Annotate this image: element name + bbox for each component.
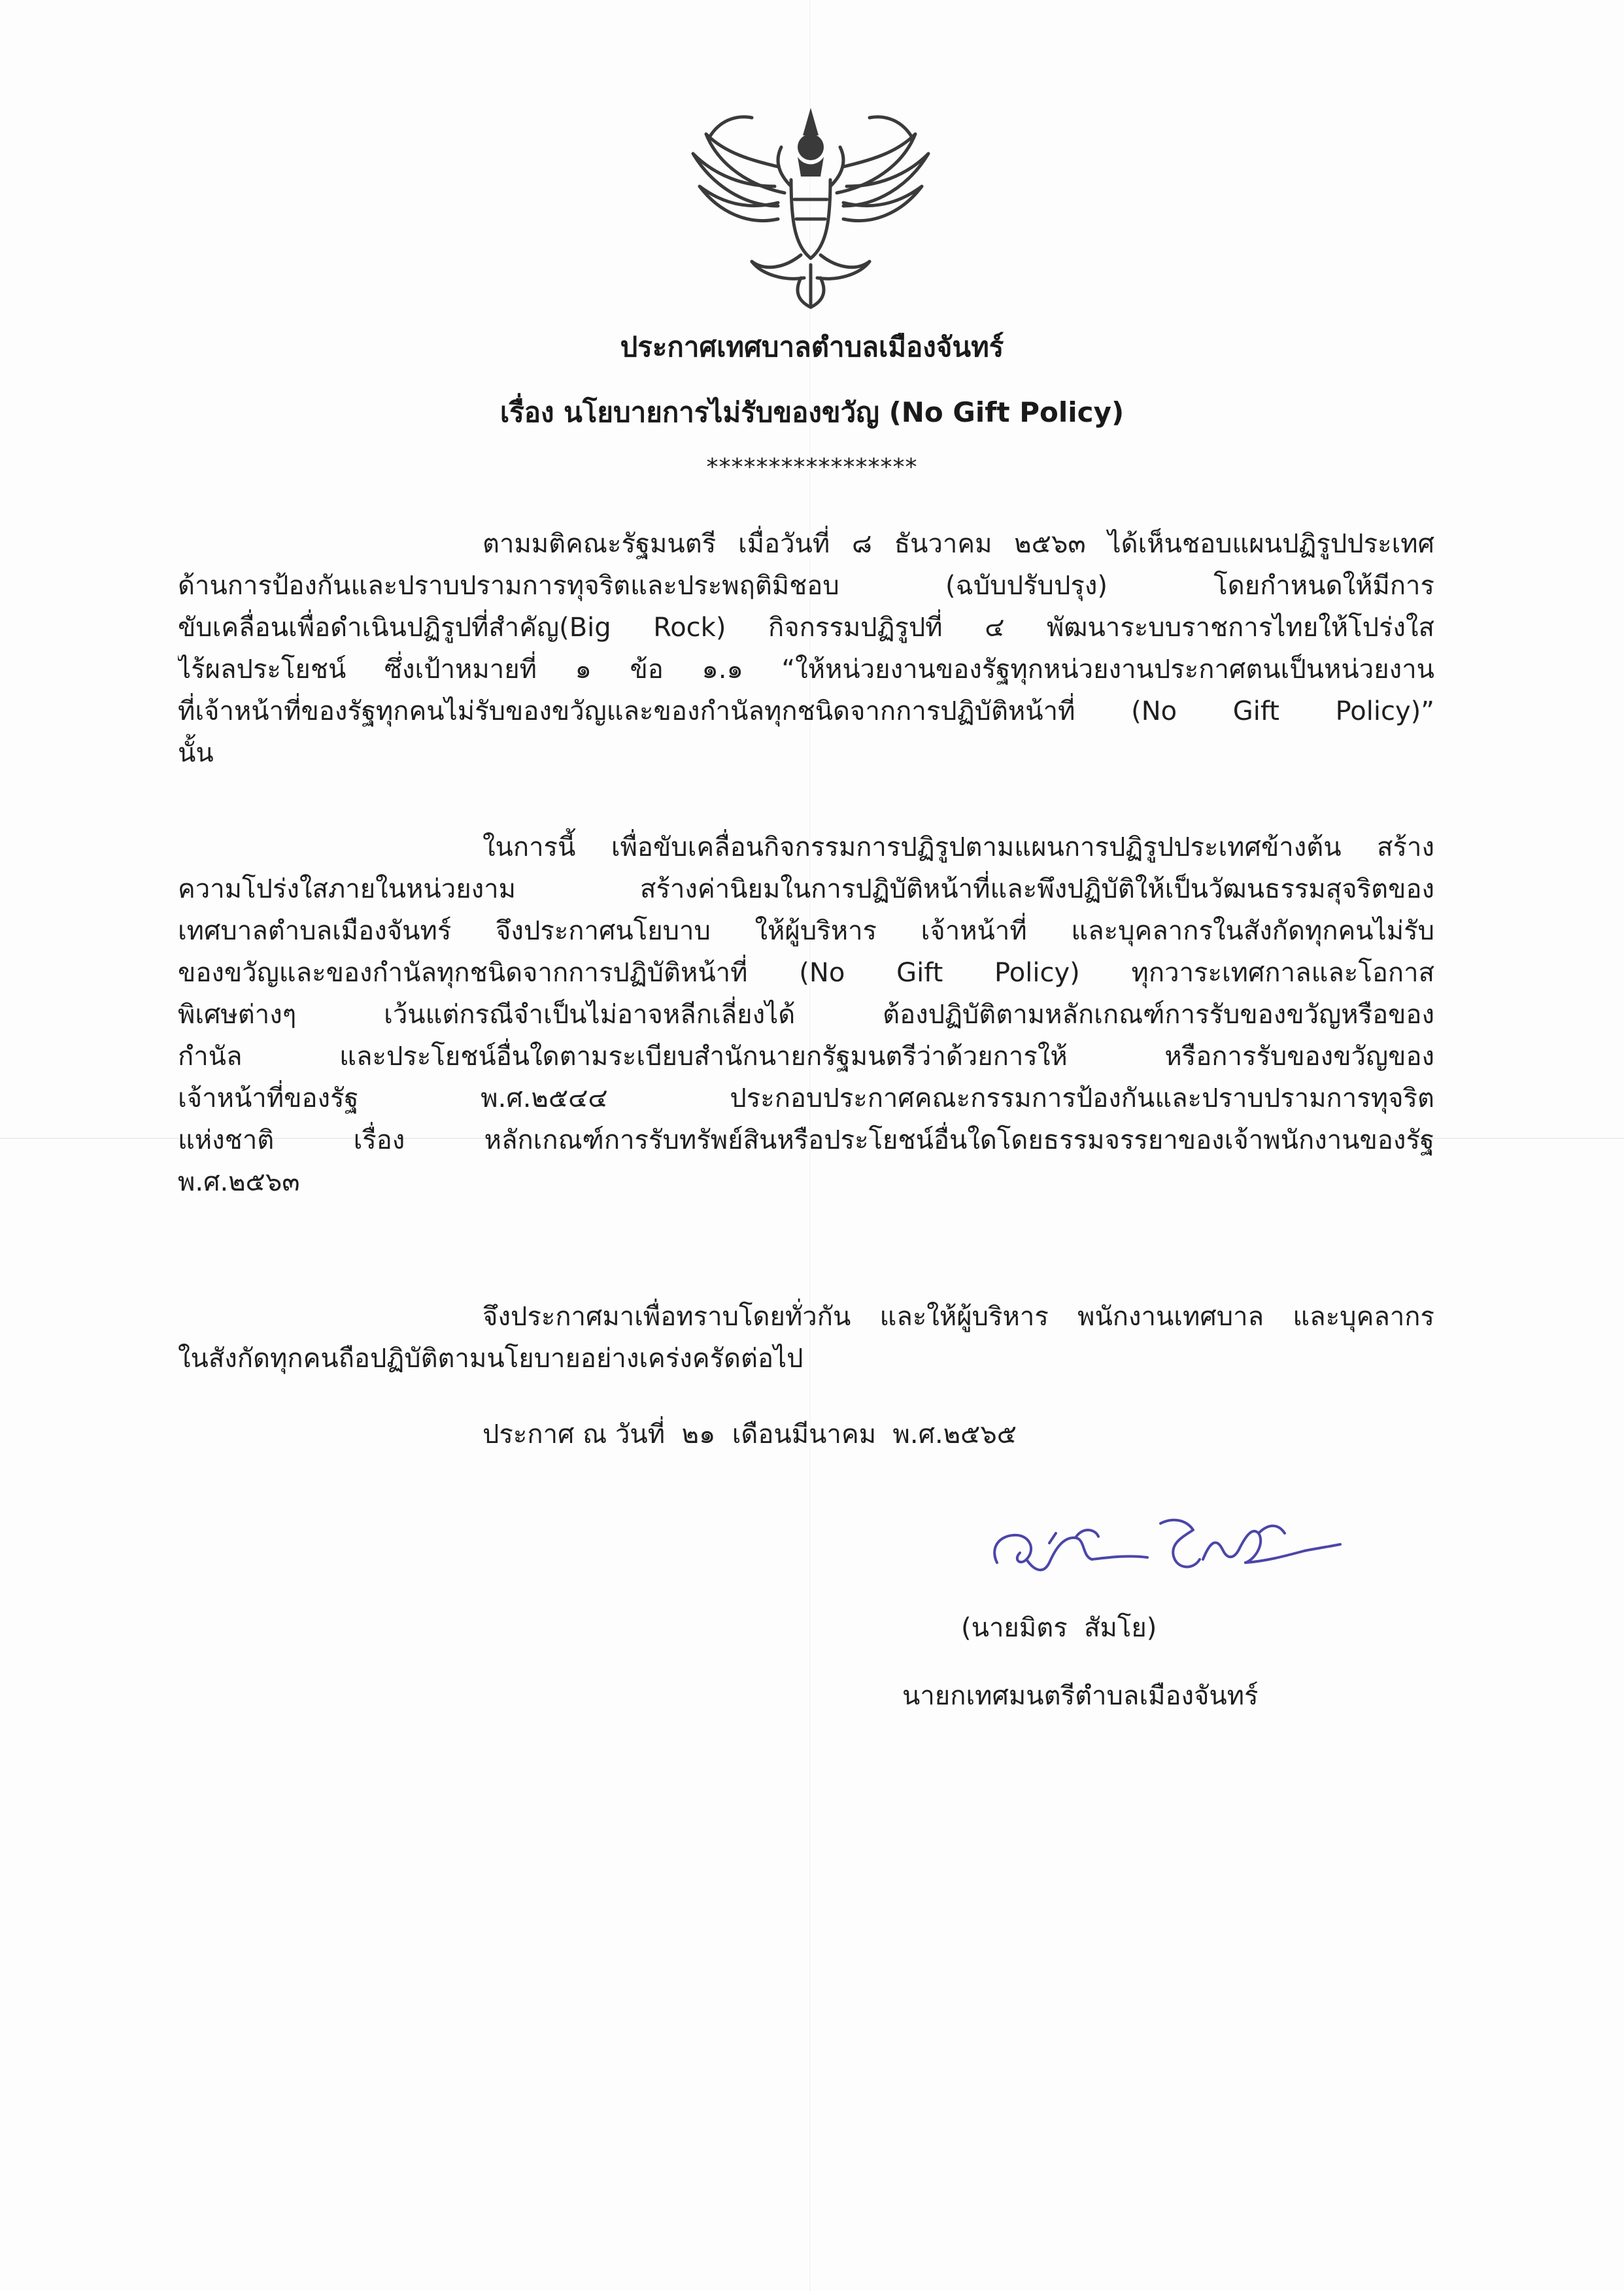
body-paragraph-3 [178,1296,1434,1380]
paragraph-line: นั้น [178,738,214,768]
paragraph-line: พิเศษต่างๆ เว้นแต่กรณีจำเป็นไม่อาจหลีกเลี่ยงได้ ต้องปฏิบัติตามหลักเกณฑ์การรับของขวัญหรือของ [178,1000,1434,1030]
paragraph-line: เทศบาลตำบลเมืองจันทร์ จึงประกาศนโยบาบ ให้ผู้บริหาร เจ้าหน้าที่ และบุคลากรในสังกัดทุกคนไม่รับ [178,916,1434,946]
announcement-title: ประกาศเทศบาลตำบลเมืองจันทร์ [620,331,1004,363]
paragraph-line: กำนัล และประโยชน์อื่นใดตามระเบียบสำนักนายกรัฐมนตรีว่าด้วยการให้ หรือการรับของขวัญของ [178,1042,1434,1072]
body-paragraph-2 [178,826,1434,1203]
garuda-emblem-icon [680,95,941,311]
paragraph-line: ที่เจ้าหน้าที่ของรัฐทุกคนไม่รับของขวัญและของกำนัลทุกชนิดจากการปฏิบัติหน้าที่ (No Gift Policy)” [178,696,1434,726]
title-separator: ***************** [706,454,918,481]
paragraph-line: ขับเคลื่อนเพื่อดำเนินปฏิรูปที่สำคัญ(Big Rock) กิจกรรมปฏิรูปที่ ๔ พัฒนาระบบราชการไทยให้โปร่งใส [178,613,1434,643]
paragraph-line: พ.ศ.๒๕๖๓ [178,1167,300,1197]
body-paragraph-1 [178,523,1434,774]
paragraph-line: ในการนี้ เพื่อขับเคลื่อนกิจกรรมการปฏิรูปตามแผนการปฏิรูปประเทศข้างต้น สร้าง [482,832,1434,862]
paragraph-line: จึงประกาศมาเพื่อทราบโดยทั่วกัน และให้ผู้บริหาร พนักงานเทศบาล และบุคลากร [482,1302,1434,1332]
handwritten-signature [977,1497,1344,1595]
paragraph-line: ของขวัญและของกำนัลทุกชนิดจากการปฏิบัติหน้าที่ (No Gift Policy) ทุกวาระเทศกาลและโอกาส [178,958,1434,988]
paragraph-line: เจ้าหน้าที่ของรัฐ พ.ศ.๒๕๔๔ ประกอบประกาศคณะกรรมการป้องกันและปราบปรามการทุจริต [178,1083,1434,1113]
announcement-date: ประกาศ ณ วันที่ ๒๑ เดือนมีนาคม พ.ศ.๒๕๖๕ [482,1419,1017,1450]
paragraph-line: ตามมติคณะรัฐมนตรี เมื่อวันที่ ๘ ธันวาคม ๒๕๖๓ ได้เห็นชอบแผนปฏิรูปประเทศ [482,529,1434,559]
signer-name: (นายมิตร สัมโย) [961,1613,1157,1643]
paragraph-line: แห่งชาติ เรื่อง หลักเกณฑ์การรับทรัพย์สินหรือประโยชน์อื่นใดโดยธรรมจรรยาของเจ้าพนักงานของรัฐ [178,1125,1434,1155]
announcement-subject: เรื่อง นโยบายการไม่รับของขวัญ (No Gift Policy) [499,396,1125,428]
paragraph-line: ความโปร่งใสภายในหน่วยงาม สร้างค่านิยมในการปฏิบัติหน้าที่และพึงปฏิบัติให้เป็นวัฒนธรรมสุจริตของ [178,874,1434,904]
paragraph-line: ด้านการป้องกันและปราบปรามการทุจริตและประพฤติมิชอบ (ฉบับปรับปรุง) โดยกำหนดให้มีการ [178,571,1434,601]
paragraph-line: ในสังกัดทุกคนถือปฏิบัติตามนโยบายอย่างเคร่งครัดต่อไป [178,1344,804,1374]
signer-title: นายกเทศมนตรีตำบลเมืองจันทร์ [902,1681,1259,1711]
paragraph-line: ไร้ผลประโยชน์ ซึ่งเป้าหมายที่ ๑ ข้อ ๑.๑ “ให้หน่วยงานของรัฐทุกหน่วยงานประกาศตนเป็นหน่วยงาน [178,654,1434,685]
